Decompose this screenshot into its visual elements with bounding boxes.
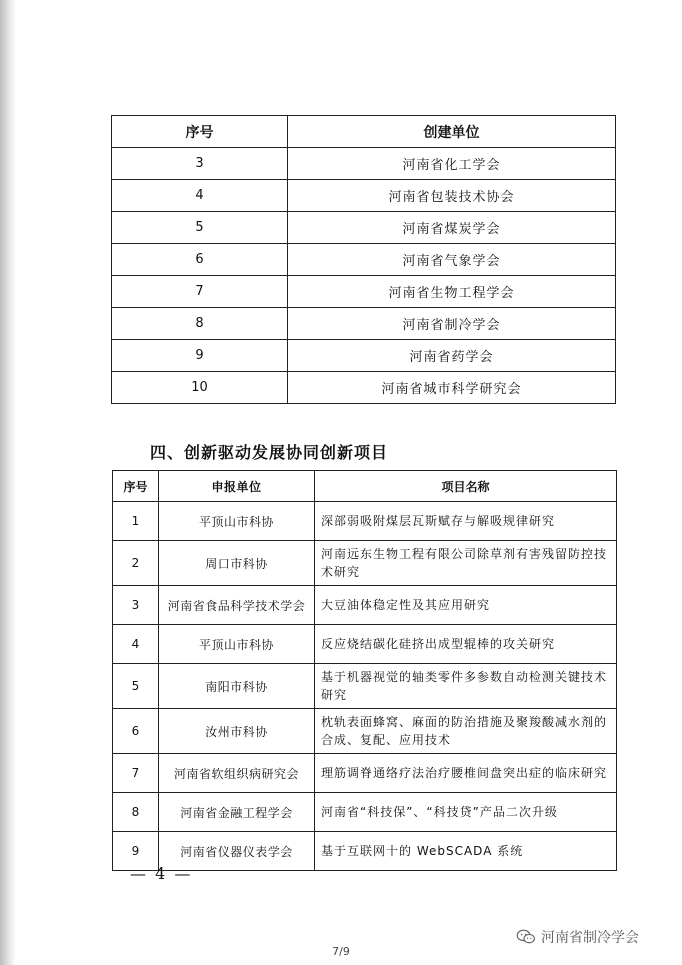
header-no: 序号: [113, 471, 159, 502]
row-no: 6: [113, 709, 159, 754]
row-no: 7: [112, 276, 288, 308]
table-row: [113, 793, 617, 832]
table-header-row: [113, 471, 617, 502]
row-project: 大豆油体稳定性及其应用研究: [315, 586, 617, 625]
row-project: 反应烧结碳化硅挤出成型辊棒的攻关研究: [315, 625, 617, 664]
wechat-icon: [516, 929, 536, 945]
row-unit: 河南省药学会: [288, 340, 616, 372]
row-unit: 河南省生物工程学会: [288, 276, 616, 308]
table-row: [113, 754, 617, 793]
row-no: 5: [112, 212, 288, 244]
table-row: [112, 308, 616, 340]
header-unit: 创建单位: [288, 116, 616, 148]
row-project: 基于机器视觉的轴类零件多参数自动检测关键技术研究: [315, 664, 617, 709]
header-no: 序号: [112, 116, 288, 148]
row-unit: 河南省食品科学技术学会: [159, 586, 315, 625]
table-row: [112, 340, 616, 372]
row-unit: 河南省城市科学研究会: [288, 372, 616, 404]
row-no: 10: [112, 372, 288, 404]
row-no: 1: [113, 502, 159, 541]
organization-table: [111, 115, 616, 404]
table-row: [113, 625, 617, 664]
row-unit: 南阳市科协: [159, 664, 315, 709]
section-title: 四、创新驱动发展协同创新项目: [150, 443, 389, 462]
row-project: 理筋调脊通络疗法治疗腰椎间盘突出症的临床研究: [315, 754, 617, 793]
row-project: 河南省“科技保”、“科技贷”产品二次升级: [315, 793, 617, 832]
page-counter: 7/9: [332, 945, 350, 958]
row-no: 7: [113, 754, 159, 793]
row-unit: 汝州市科协: [159, 709, 315, 754]
row-no: 3: [112, 148, 288, 180]
table-row: [112, 148, 616, 180]
row-no: 9: [113, 832, 159, 871]
row-unit: 河南省化工学会: [288, 148, 616, 180]
table-row: [113, 586, 617, 625]
page-number: — 4 —: [130, 864, 193, 883]
table-row: [113, 541, 617, 586]
table-row: [112, 372, 616, 404]
row-no: 4: [112, 180, 288, 212]
row-no: 3: [113, 586, 159, 625]
row-no: 2: [113, 541, 159, 586]
row-no: 9: [112, 340, 288, 372]
row-project: 基于互联网十的 WebSCADA 系统: [315, 832, 617, 871]
table-row: [112, 180, 616, 212]
header-unit: 申报单位: [159, 471, 315, 502]
row-unit: 河南省金融工程学会: [159, 793, 315, 832]
table-row: [112, 244, 616, 276]
row-unit: 河南省软组织病研究会: [159, 754, 315, 793]
row-no: 8: [112, 308, 288, 340]
table-row: [113, 709, 617, 754]
row-project: 深部弱吸附煤层瓦斯赋存与解吸规律研究: [315, 502, 617, 541]
row-unit: 平顶山市科协: [159, 625, 315, 664]
watermark-text: 河南省制冷学会: [541, 930, 639, 946]
row-no: 4: [113, 625, 159, 664]
row-unit: 河南省煤炭学会: [288, 212, 616, 244]
watermark: [516, 927, 639, 947]
page-edge-shadow: [0, 0, 16, 965]
table-row: [112, 276, 616, 308]
row-unit: 河南省制冷学会: [288, 308, 616, 340]
row-unit: 周口市科协: [159, 541, 315, 586]
table-row: [113, 664, 617, 709]
row-no: 5: [113, 664, 159, 709]
row-unit: 平顶山市科协: [159, 502, 315, 541]
header-project: 项目名称: [315, 471, 617, 502]
table-row: [113, 502, 617, 541]
row-project: 河南远东生物工程有限公司除草剂有害残留防控技术研究: [315, 541, 617, 586]
row-unit: 河南省包装技术协会: [288, 180, 616, 212]
table-row: [112, 212, 616, 244]
row-unit: 河南省仪器仪表学会: [159, 832, 315, 871]
row-project: 枕轨表面蜂窝、麻面的防治措施及聚羧酸减水剂的合成、复配、应用技术: [315, 709, 617, 754]
project-table: [112, 470, 617, 871]
table-header-row: [112, 116, 616, 148]
row-unit: 河南省气象学会: [288, 244, 616, 276]
row-no: 8: [113, 793, 159, 832]
row-no: 6: [112, 244, 288, 276]
